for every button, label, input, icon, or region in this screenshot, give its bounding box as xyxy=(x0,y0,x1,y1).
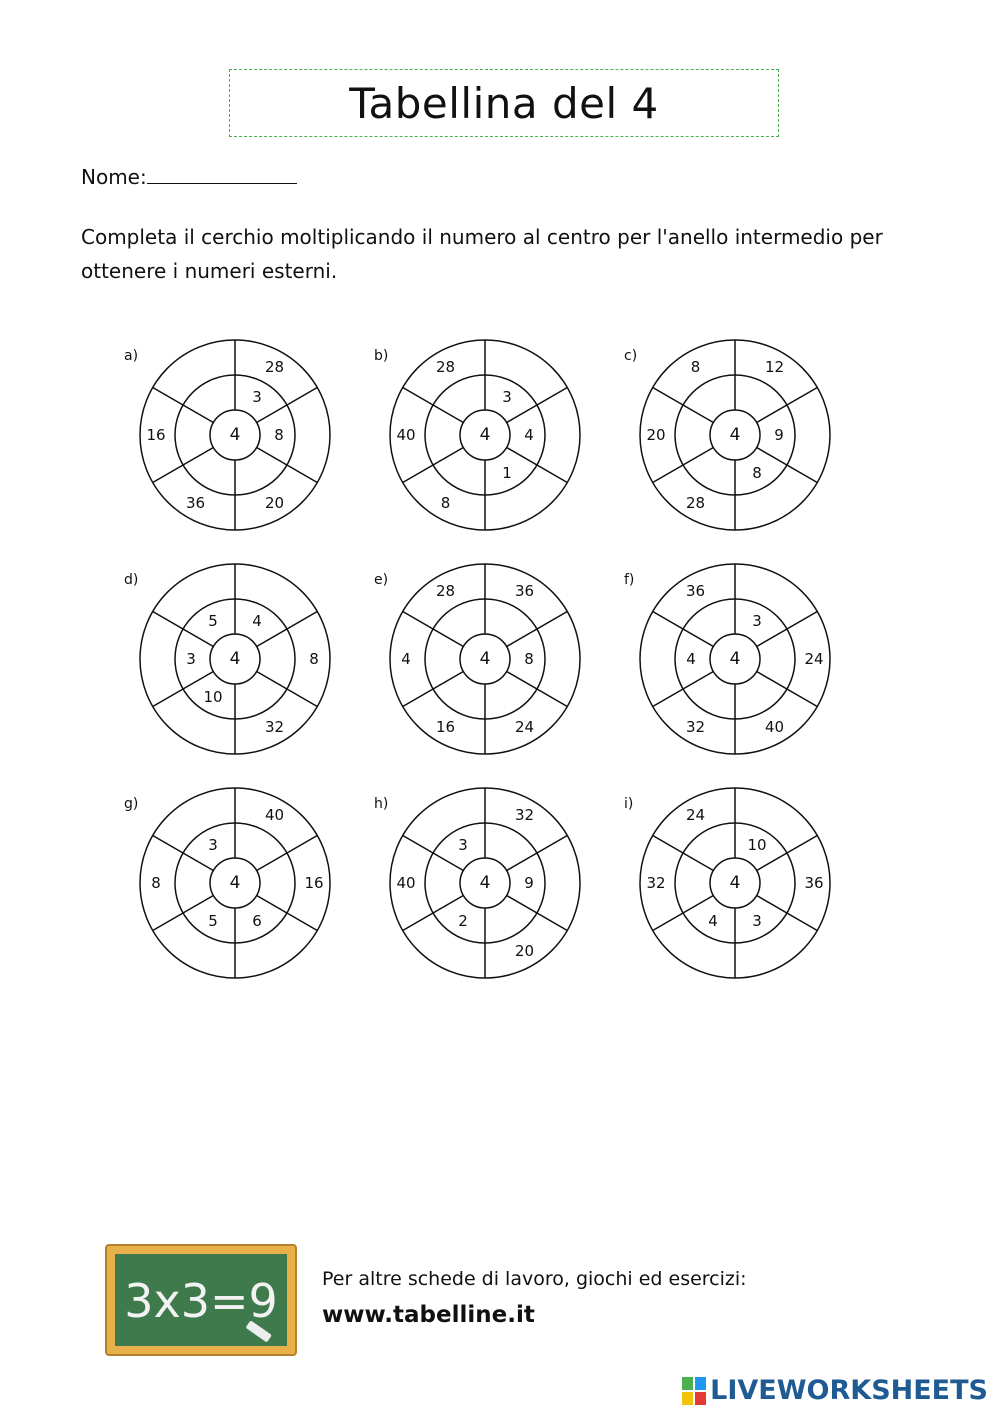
middle-cell: 9 xyxy=(774,426,784,444)
liveworksheets-name: LIVEWORKSHEETS xyxy=(710,1375,988,1406)
wheel-center-number: 4 xyxy=(229,873,241,893)
liveworksheets-logo xyxy=(682,1375,988,1406)
middle-cell: 3 xyxy=(752,611,762,630)
middle-cell: 3 xyxy=(208,835,218,854)
outer-cell: 20 xyxy=(646,426,666,444)
wheel-3 xyxy=(624,335,835,535)
wheel-label: e) xyxy=(374,572,389,588)
middle-cell: 3 xyxy=(458,835,468,854)
outer-cell: 28 xyxy=(264,357,285,376)
middle-cell: 10 xyxy=(203,688,223,707)
middle-cell: 4 xyxy=(686,650,696,668)
chalkboard-text: 3x3=9 xyxy=(124,1274,278,1328)
middle-cell: 6 xyxy=(252,912,262,931)
name-row xyxy=(81,165,297,189)
instructions: Completa il cerchio moltiplicando il numero al centro per l'anello intermedio per ottenere i numeri esterni. xyxy=(81,225,883,283)
outer-cell: 36 xyxy=(514,581,535,600)
middle-cell: 8 xyxy=(524,650,534,668)
outer-cell: 32 xyxy=(646,874,666,892)
outer-cell: 40 xyxy=(396,874,416,892)
wheel-8 xyxy=(374,783,585,983)
outer-cell: 4 xyxy=(401,650,411,668)
middle-cell: 9 xyxy=(524,874,534,892)
middle-cell: 3 xyxy=(752,912,762,931)
middle-cell: 4 xyxy=(252,611,262,630)
outer-cell: 8 xyxy=(309,650,319,668)
outer-cell: 8 xyxy=(151,874,161,892)
outer-cell: 28 xyxy=(435,357,456,376)
wheel-center-number: 4 xyxy=(479,425,491,445)
wheel-label: i) xyxy=(624,796,634,812)
wheel-label: d) xyxy=(124,572,139,588)
middle-cell: 3 xyxy=(502,387,512,406)
middle-cell: 2 xyxy=(458,912,468,931)
wheel-label: f) xyxy=(624,572,635,588)
outer-cell: 32 xyxy=(514,805,535,824)
wheel-label: b) xyxy=(374,348,389,364)
middle-cell: 3 xyxy=(186,650,196,668)
outer-cell: 24 xyxy=(804,650,824,668)
outer-cell: 28 xyxy=(685,494,706,513)
outer-cell: 36 xyxy=(185,494,206,513)
wheel-label: h) xyxy=(374,796,389,812)
middle-cell: 4 xyxy=(708,912,718,931)
name-label: Nome: xyxy=(81,165,147,189)
wheel-label: c) xyxy=(624,348,638,364)
wheel-9 xyxy=(624,783,835,983)
middle-cell: 1 xyxy=(502,464,512,483)
middle-cell: 10 xyxy=(747,835,767,854)
wheel-center-number: 4 xyxy=(229,649,241,669)
middle-cell: 3 xyxy=(252,387,262,406)
wheel-center-number: 4 xyxy=(479,649,491,669)
wheel-center-number: 4 xyxy=(729,649,741,669)
outer-cell: 40 xyxy=(764,718,785,737)
wheel-1 xyxy=(124,335,335,535)
wheel-label: a) xyxy=(124,348,139,364)
page-title: Tabellina del 4 xyxy=(349,78,659,128)
name-input-line[interactable] xyxy=(147,165,297,184)
footer-text: Per altre schede di lavoro, giochi ed esercizi: xyxy=(322,1268,747,1290)
middle-cell: 8 xyxy=(752,464,762,483)
outer-cell: 40 xyxy=(264,805,285,824)
wheel-center-number: 4 xyxy=(729,425,741,445)
outer-cell: 24 xyxy=(514,718,535,737)
wheel-6 xyxy=(624,559,835,759)
outer-cell: 20 xyxy=(514,942,535,961)
outer-cell: 40 xyxy=(396,426,416,444)
chalkboard-image xyxy=(98,1237,304,1363)
outer-cell: 32 xyxy=(264,718,285,737)
wheel-label: g) xyxy=(124,796,139,812)
middle-cell: 8 xyxy=(274,426,284,444)
outer-cell: 28 xyxy=(435,581,456,600)
middle-cell: 5 xyxy=(208,611,218,630)
outer-cell: 36 xyxy=(804,874,824,892)
outer-cell: 20 xyxy=(264,494,285,513)
wheel-4 xyxy=(124,559,335,759)
wheel-center-number: 4 xyxy=(729,873,741,893)
wheel-2 xyxy=(374,335,585,535)
outer-cell: 32 xyxy=(685,718,706,737)
middle-cell: 4 xyxy=(524,426,534,444)
outer-cell: 36 xyxy=(685,581,706,600)
outer-cell: 16 xyxy=(146,426,166,444)
title-box xyxy=(229,69,779,137)
wheel-center-number: 4 xyxy=(479,873,491,893)
liveworksheets-icon xyxy=(682,1377,706,1405)
wheel-5 xyxy=(374,559,585,759)
middle-cell: 5 xyxy=(208,912,218,931)
outer-cell: 16 xyxy=(435,718,456,737)
outer-cell: 8 xyxy=(440,494,451,513)
wheel-center-number: 4 xyxy=(229,425,241,445)
wheel-7 xyxy=(124,783,335,983)
outer-cell: 8 xyxy=(690,357,701,376)
outer-cell: 24 xyxy=(685,805,706,824)
outer-cell: 12 xyxy=(764,357,785,376)
footer-url[interactable]: www.tabelline.it xyxy=(322,1302,535,1328)
outer-cell: 16 xyxy=(304,874,324,892)
